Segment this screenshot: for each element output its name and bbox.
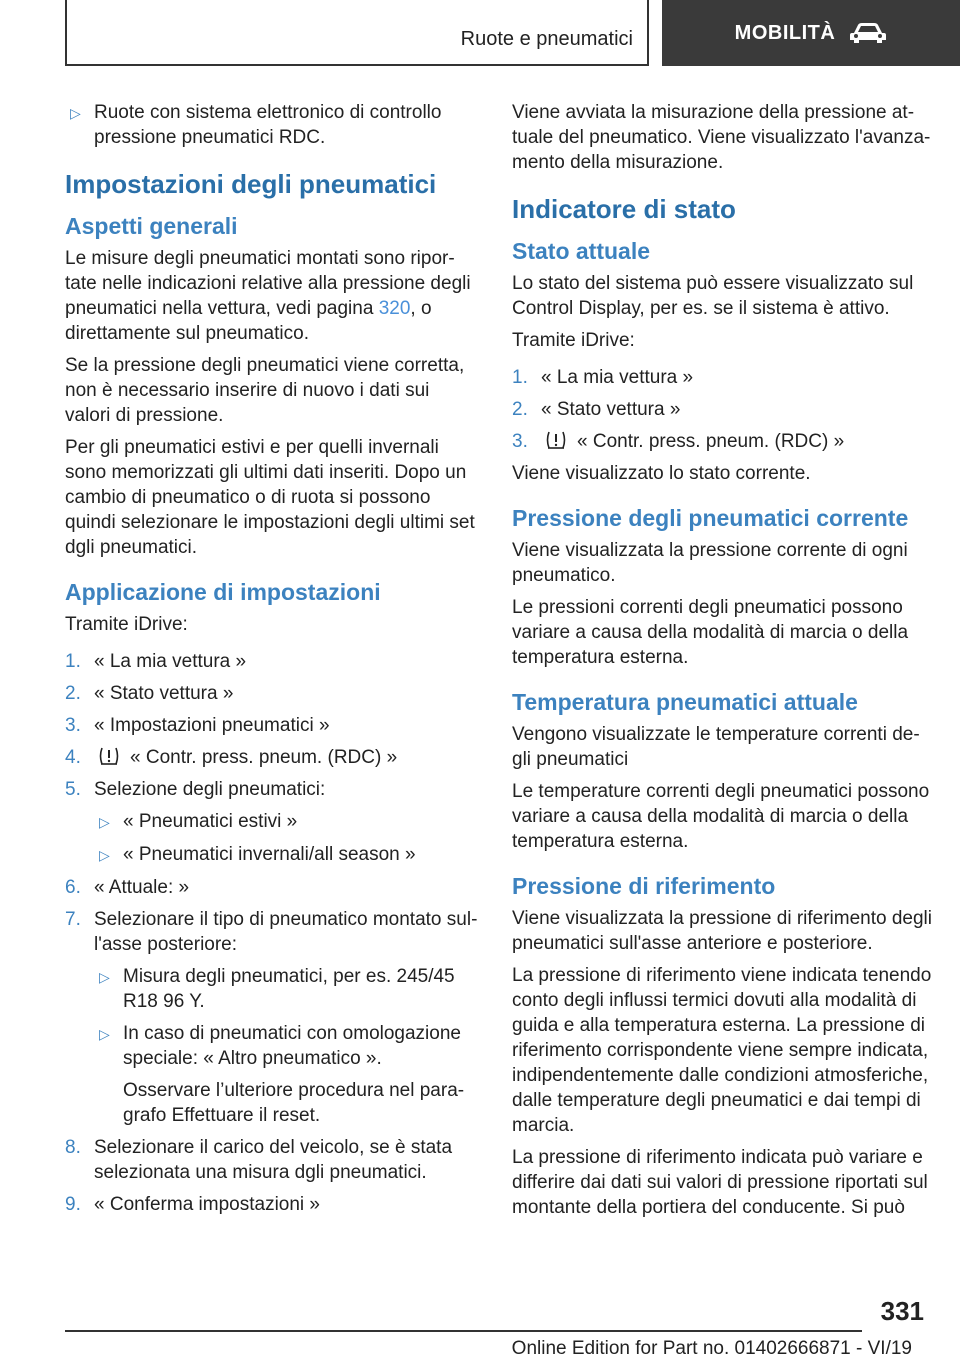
tire-pressure-warning-icon [98,746,120,766]
step-item: 7. Selezionare il tipo di pneumatico montato sull'asse posteriore: [65,909,478,955]
subsection-heading: Temperatura pneumatici attuale [512,689,858,715]
triangle-bullet-icon: ▷ [99,969,110,985]
step-item: 9. « Conferma impostazioni » [65,1194,320,1215]
subsection-heading: Pressione degli pneumatici corrente [512,505,909,531]
step-item: 3. « Contr. press. pneum. (RDC) » [512,431,845,452]
list-item: ▷ Misura degli pneumatici, per es. 245/45 R18 96 Y. [94,964,480,1014]
paragraph: Tramite iDrive: [65,614,188,635]
step-item: 2. « Stato vettura » [65,683,234,704]
step-item: 2. « Stato vettura » [512,399,681,420]
footer-edition: Online Edition for Part no. 01402666871 - VI/19 [511,1338,912,1359]
header-chapter-box [662,0,960,66]
header-chapter-title: MOBILITÀ [734,21,836,44]
step-item: 3. « Impostazioni pneumatici » [65,715,330,736]
note-paragraph: Osservare l’ulteriore procedura nel paragrafo Effettuare il reset. [123,1080,465,1126]
subsection-heading: Pressione di riferimento [512,873,776,899]
list-item: ▷ « Pneumatici invernali/all season » [94,842,480,868]
paragraph: Le misure degli pneumatici montati sono riportate nelle indicazioni relative alla pressione degli pneumatici nella vettura, vedi pagina 320, o direttamente sul pneumatico. [65,248,471,344]
step-item: 1. « La mia vettura » [65,651,247,672]
paragraph: Viene avviata la misurazione della pressione attuale del pneumatico. Viene visualizzato l'avanzamento della misurazione. [512,102,931,173]
subsection-heading: Stato attuale [512,238,651,264]
header-section-title: Ruote e pneumatici [460,28,633,50]
paragraph: Se la pressione degli pneumatici viene corretta, non è necessario inserire di nuovo i dati sui valori di pressione. [65,355,465,426]
paragraph: La pressione di riferimento indicata può variare e differire dai dati sui valori di pressione riportati sul montante della portiera del conducente. Si può [512,1147,928,1218]
header-section-box [65,0,649,66]
page-link[interactable]: 320 [378,298,411,319]
paragraph: Lo stato del sistema può essere visualizzato sul Control Display, per es. se il sistema è attivo. [512,273,914,319]
subsection-heading: Aspetti generali [65,213,238,239]
paragraph: Viene visualizzato lo stato corrente. [512,463,811,484]
section-heading: Indicatore di stato [512,194,736,224]
footer-divider [65,1330,862,1332]
step-item: 6. « Attuale: » [65,877,190,898]
paragraph: Viene visualizzata la pressione di riferimento degli pneumatici sull'asse anteriore e posteriore. [512,908,932,954]
paragraph: Per gli pneumatici estivi e per quelli invernali sono memorizzati gli ultimi dati inseriti. Dopo un cambio di pneumatico o di ruota si possono quindi selezionare le impostazioni degli ultimi set dgli pneumatici. [65,437,475,558]
left-column [65,100,480,1224]
car-icon [849,21,887,45]
paragraph: Le temperature correnti degli pneumatici possono variare a causa della modalità di marcia o della temperatura esterna. [512,781,930,852]
list-item: ▷ In caso di pneumatici con omologazione speciale: « Altro pneumatico ». [94,1021,480,1071]
page-header [0,0,960,66]
paragraph: La pressione di riferimento viene indicata tenendo conto degli influssi termici dovuti alla modalità di guida e alla temperatura esterna. La pressione di riferimento corrispondente viene sempre indicata, indipendentemente dalle condizioni atmosferiche, dalle temperature degli pneumatici e dai tempi di marcia. [512,965,932,1136]
list-item: ▷ Ruote con sistema elettronico di controllo pressione pneumatici RDC. [65,100,480,150]
triangle-bullet-icon: ▷ [70,105,81,121]
paragraph: Tramite iDrive: [512,330,635,351]
paragraph: Vengono visualizzate le temperature correnti degli pneumatici [512,724,920,770]
step-item: 1. « La mia vettura » [512,367,694,388]
step-item: 8. Selezionare il carico del veicolo, se è stata selezionata una misura dgli pneumatici. [65,1137,453,1183]
subsection-heading: Applicazione di impostazioni [65,579,381,605]
triangle-bullet-icon: ▷ [99,847,110,863]
paragraph: Le pressioni correnti degli pneumatici possono variare a causa della modalità di marcia o della temperatura esterna. [512,597,909,668]
triangle-bullet-icon: ▷ [99,814,110,830]
step-item: 4. « Contr. press. pneum. (RDC) » [65,747,398,768]
paragraph: Viene visualizzata la pressione corrente di ogni pneumatico. [512,540,908,586]
triangle-bullet-icon: ▷ [99,1026,110,1042]
page-number: 331 [880,1296,924,1326]
section-heading: Impostazioni degli pneumatici [65,169,437,199]
step-item: 5. Selezione degli pneumatici: [65,779,326,800]
tire-pressure-warning-icon [545,430,567,450]
right-column [512,100,932,1227]
list-item: ▷ « Pneumatici estivi » [94,809,480,835]
